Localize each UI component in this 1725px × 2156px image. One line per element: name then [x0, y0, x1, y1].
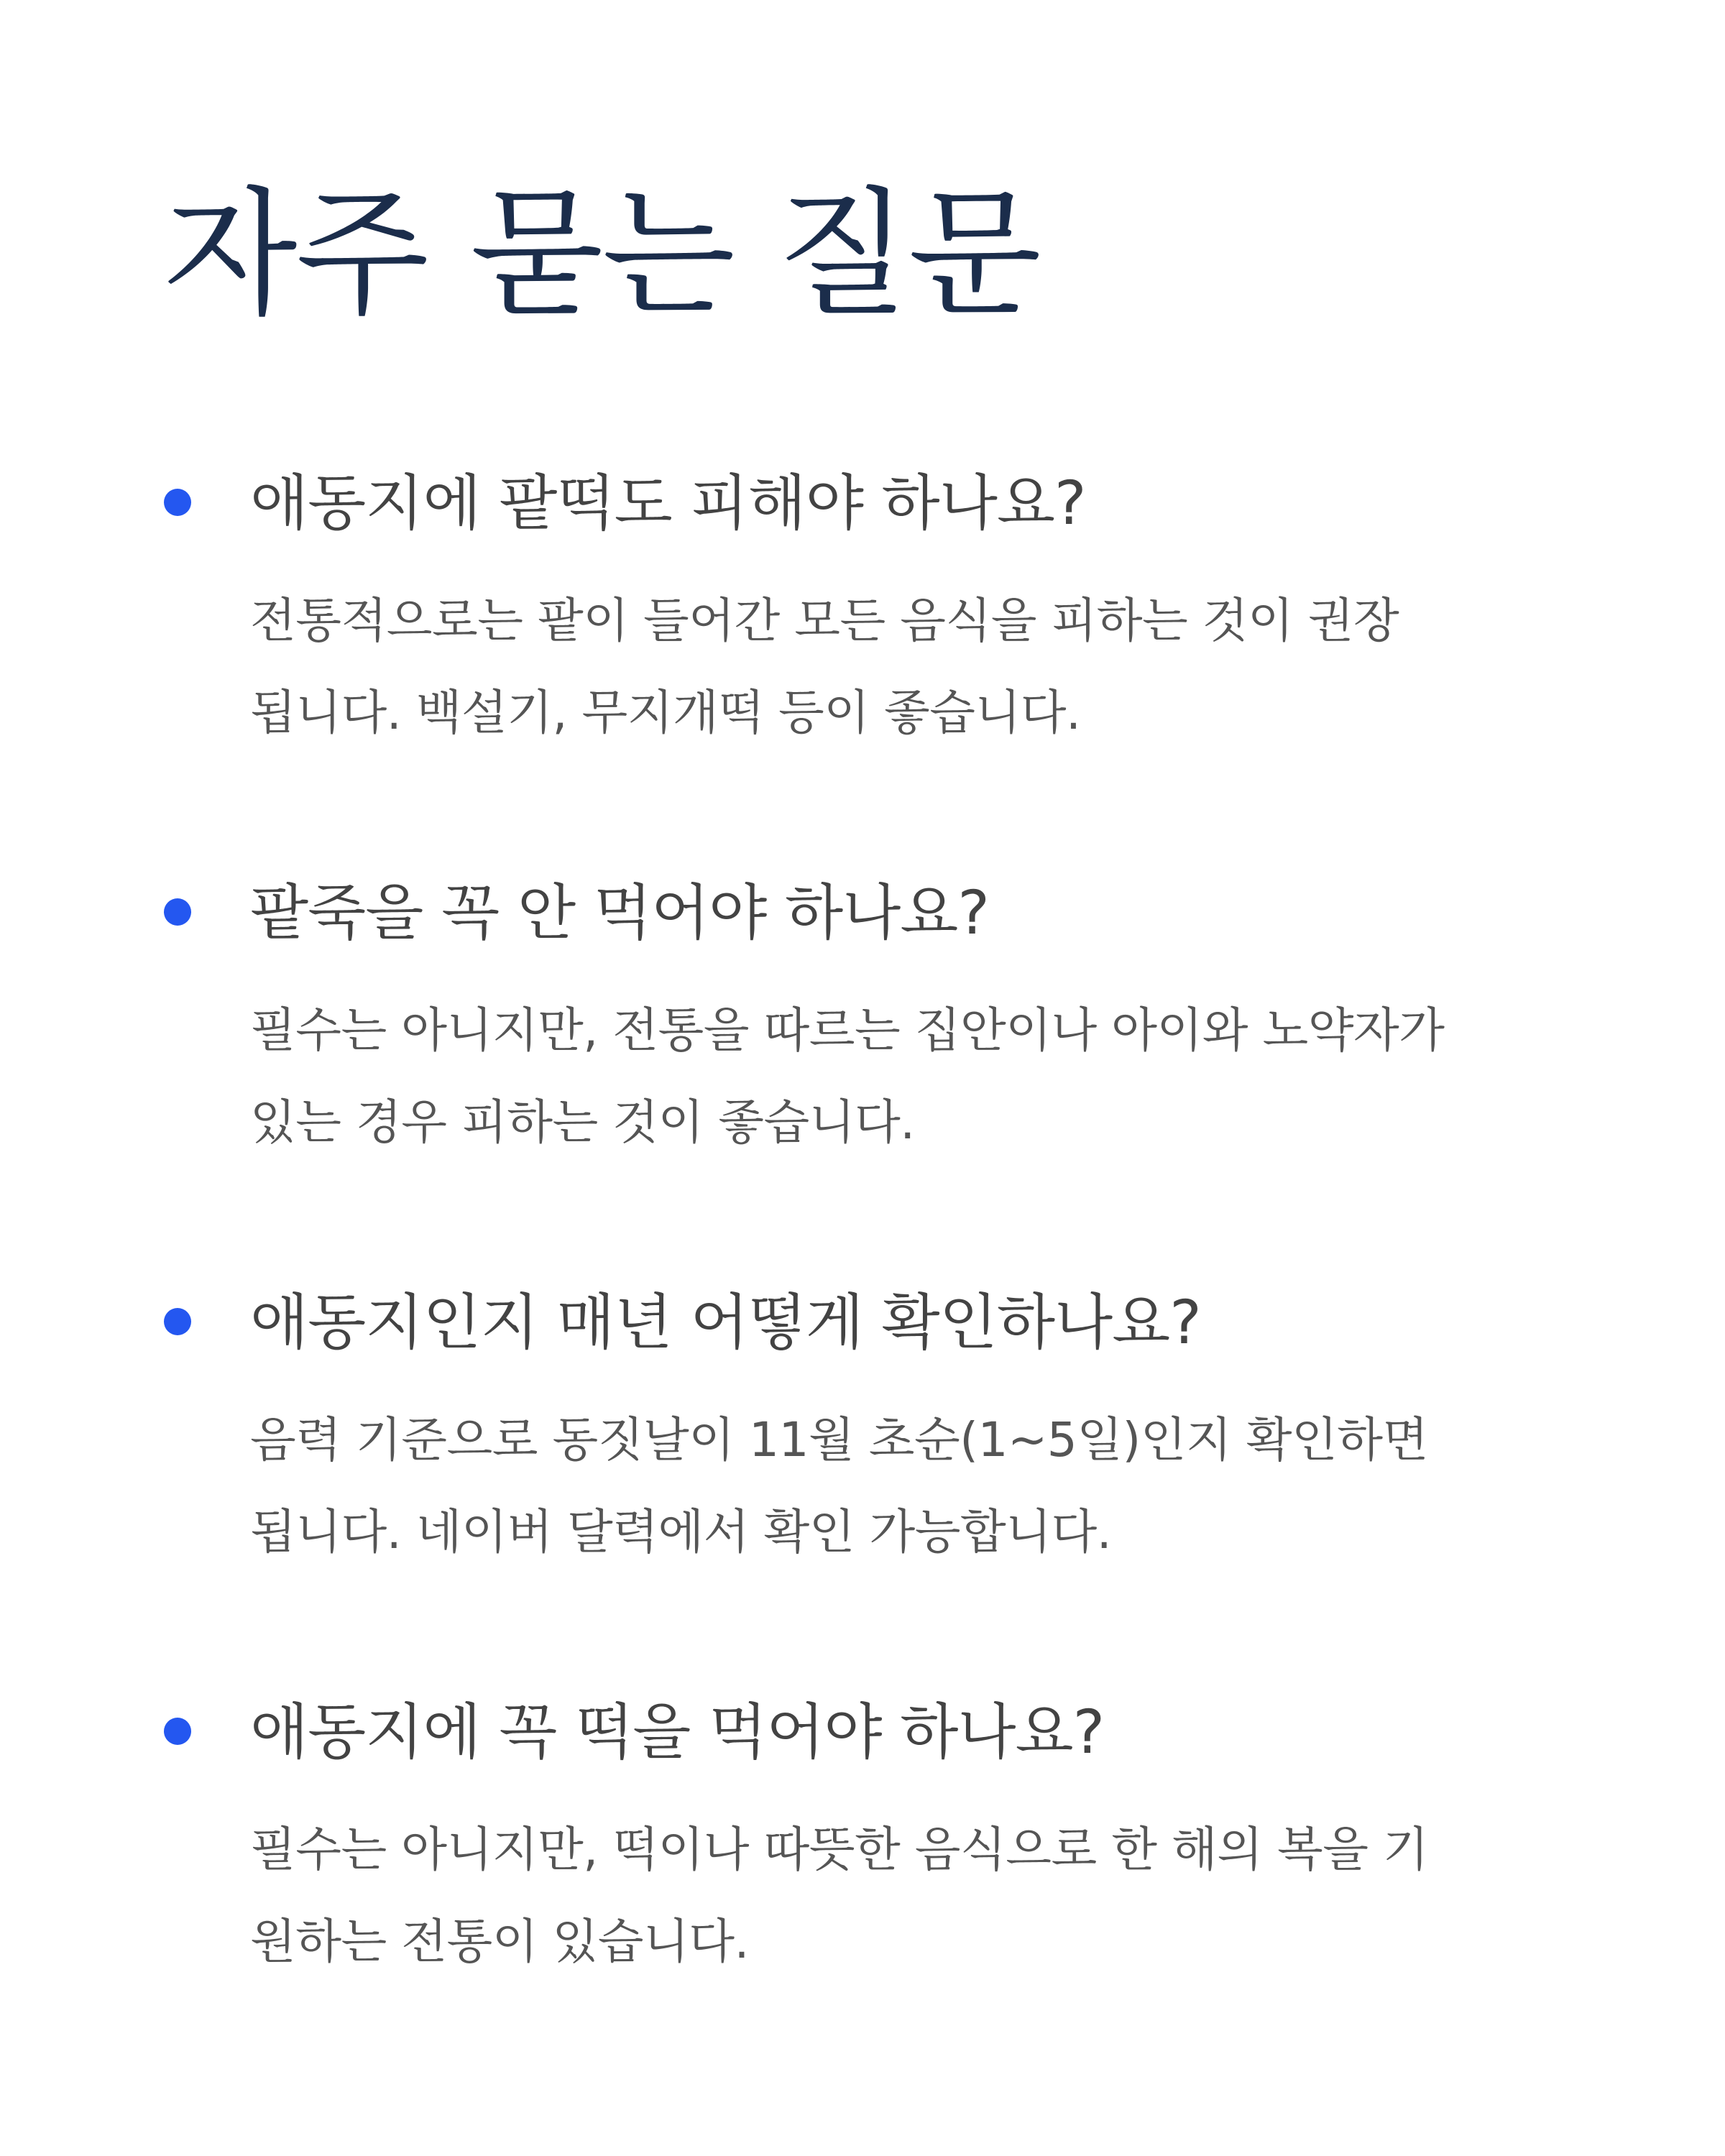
- faq-answer-line: 원하는 전통이 있습니다.: [250, 1914, 749, 1969]
- faq-answer-line: 있는 경우 피하는 것이 좋습니다.: [250, 1095, 915, 1150]
- faq-answer-line: 됩니다. 백설기, 무지개떡 등이 좋습니다.: [250, 685, 1081, 740]
- faq-answer: [250, 575, 1601, 759]
- bullet-icon: [164, 1718, 191, 1745]
- faq-answer: [250, 1804, 1601, 1988]
- bullet-icon: [164, 489, 191, 516]
- faq-answer: [250, 985, 1601, 1169]
- faq-question: 팥죽을 꼭 안 먹어야 하나요?: [250, 877, 989, 948]
- faq-answer-line: 음력 기준으로 동짓날이 11월 초순(1~5일)인지 확인하면: [250, 1412, 1428, 1468]
- faq-answer-line: 필수는 아니지만, 떡이나 따뜻한 음식으로 한 해의 복을 기: [250, 1822, 1429, 1877]
- faq-answer: [250, 1394, 1601, 1578]
- page-title: 자주 묻는 질문: [164, 175, 1040, 335]
- faq-answer-line: 전통적으로는 팥이 들어간 모든 음식을 피하는 것이 권장: [250, 593, 1399, 648]
- faq-answer-line: 됩니다. 네이버 달력에서 확인 가능합니다.: [250, 1504, 1112, 1560]
- faq-question: 애동지에 꼭 떡을 먹어야 하나요?: [250, 1697, 1105, 1767]
- faq-answer-line: 필수는 아니지만, 전통을 따르는 집안이나 아이와 노약자가: [250, 1003, 1445, 1058]
- bullet-icon: [164, 1308, 191, 1335]
- faq-question: 애동지에 팥떡도 피해야 하나요?: [250, 468, 1086, 538]
- bullet-icon: [164, 898, 191, 926]
- faq-question: 애동지인지 매년 어떻게 확인하나요?: [250, 1287, 1201, 1358]
